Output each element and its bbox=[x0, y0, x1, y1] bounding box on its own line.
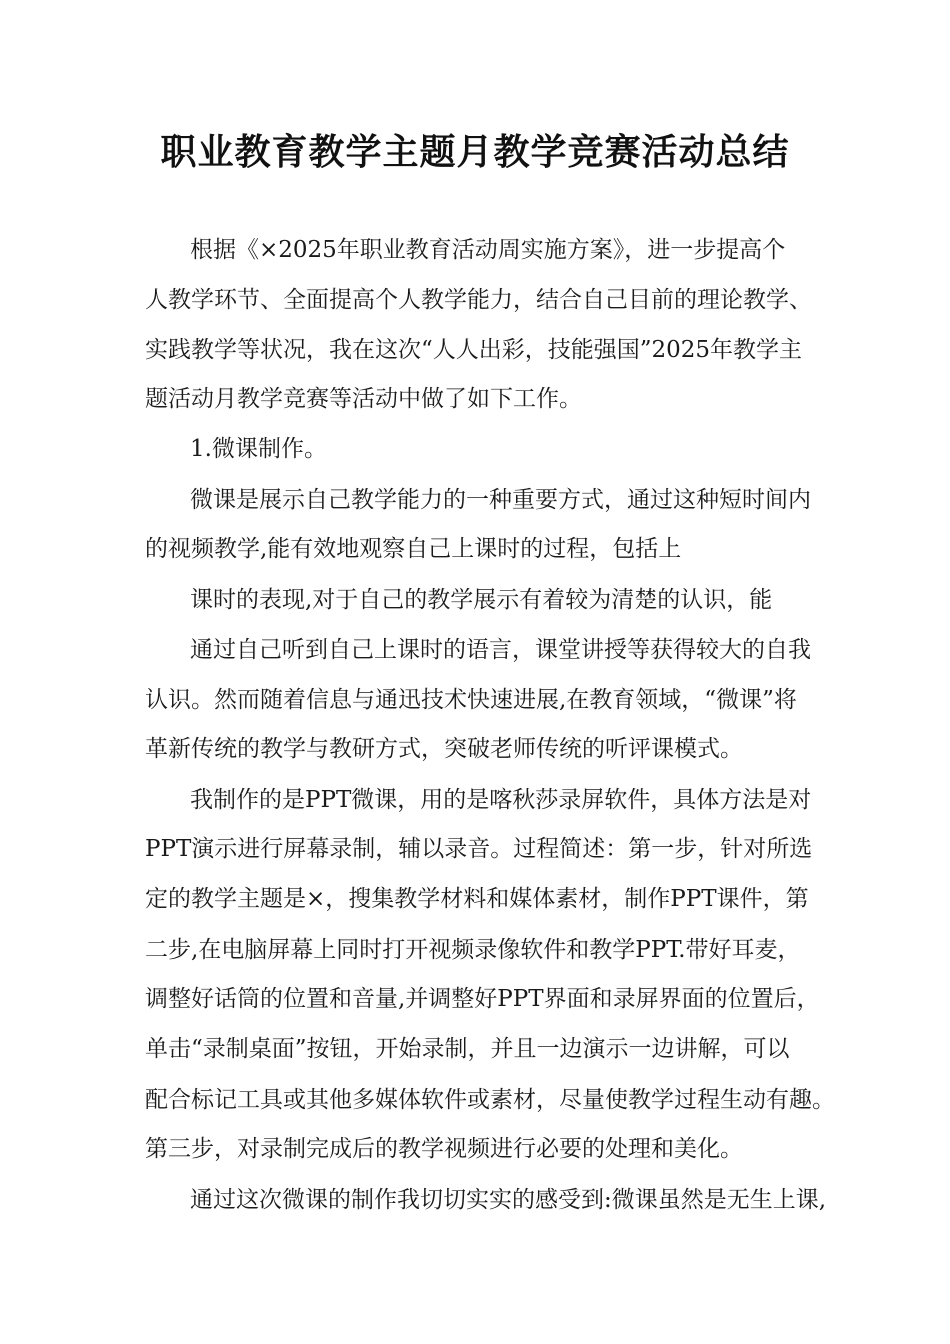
section-heading: 1.微课制作。 bbox=[190, 436, 327, 462]
paragraph-line: 的视频教学,能有效地观察自己上课时的过程，包括上 bbox=[145, 536, 682, 562]
paragraph-line: 第三步，对录制完成后的教学视频进行必要的处理和美化。 bbox=[145, 1136, 743, 1162]
paragraph-line: 根据《×2025年职业教育活动周实施方案》，进一步提高个 bbox=[190, 237, 786, 263]
paragraph-line: 定的教学主题是×，搜集教学材料和媒体素材，制作PPT课件，第 bbox=[145, 886, 809, 912]
paragraph-line: 配合标记工具或其他多媒体软件或素材，尽量使教学过程生动有趣。 bbox=[145, 1087, 835, 1113]
paragraph-line: 人教学环节、全面提高个人教学能力，结合自己目前的理论教学、 bbox=[145, 287, 812, 313]
paragraph-line: 课时的表现,对于自己的教学展示有着较为清楚的认识，能 bbox=[190, 587, 773, 613]
paragraph-line: PPT演示进行屏幕录制，辅以录音。过程简述：第一步，针对所选 bbox=[145, 836, 813, 862]
paragraph-line: 革新传统的教学与教研方式，突破老师传统的听评课模式。 bbox=[145, 736, 743, 762]
paragraph-line: 单击“录制桌面”按钮，开始录制，并且一边演示一边讲解，可以 bbox=[145, 1036, 790, 1062]
paragraph-line: 调整好话筒的位置和音量,并调整好PPT界面和录屏界面的位置后， bbox=[145, 986, 820, 1012]
paragraph-line: 认识。然而随着信息与通迅技术快速进展,在教育领域，“微课”将 bbox=[145, 687, 797, 713]
paragraph-line: 通过这次微课的制作我切切实实的感受到:微课虽然是无生上课, bbox=[190, 1187, 827, 1213]
paragraph-line: 通过自己听到自己上课时的语言，课堂讲授等获得较大的自我 bbox=[190, 637, 811, 663]
paragraph-line: 微课是展示自己教学能力的一种重要方式，通过这种短时间内 bbox=[190, 487, 811, 513]
document-title: 职业教育教学主题月教学竞赛活动总结 bbox=[160, 132, 790, 173]
paragraph-line: 我制作的是PPT微课，用的是喀秋莎录屏软件，具体方法是对 bbox=[190, 787, 812, 813]
paragraph-line: 二步,在电脑屏幕上同时打开视频录像软件和教学PPT.带好耳麦， bbox=[145, 937, 801, 963]
paragraph-line: 题活动月教学竞赛等活动中做了如下工作。 bbox=[145, 386, 582, 412]
paragraph-line: 实践教学等状况，我在这次“人人出彩，技能强国”2025年教学主 bbox=[145, 337, 803, 363]
